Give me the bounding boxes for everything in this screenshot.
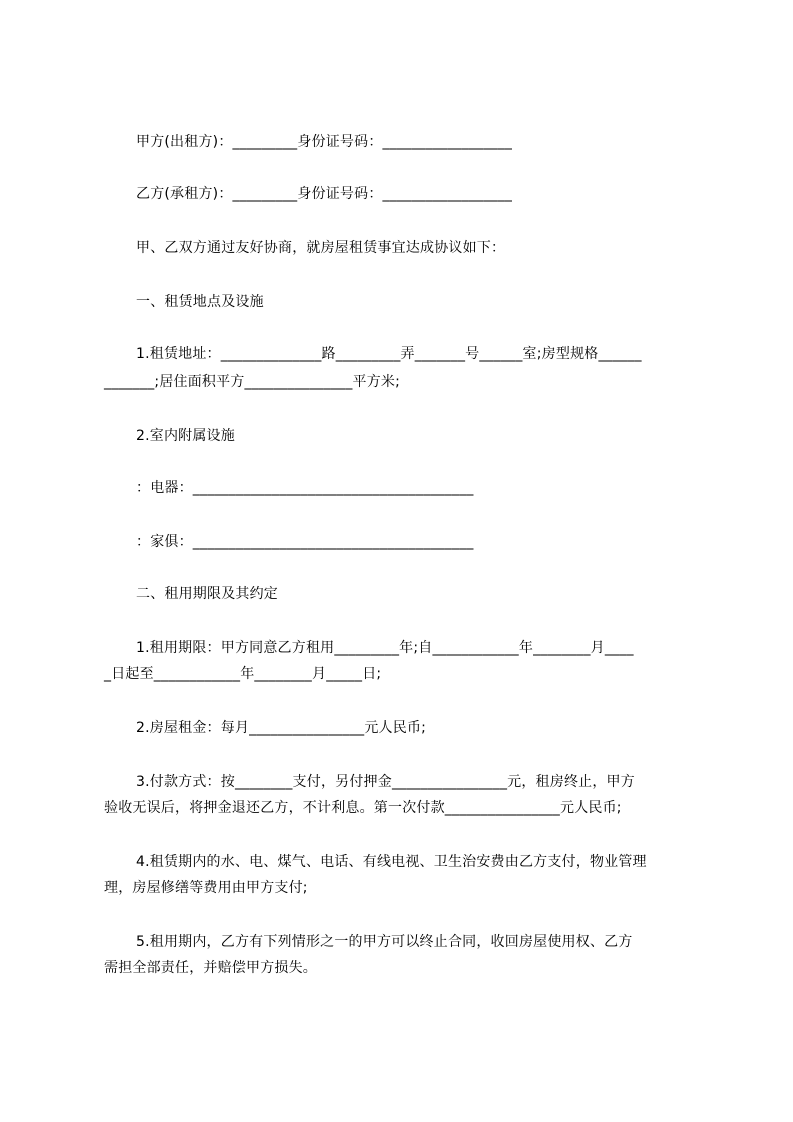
clause-2-4-line-1: 4.租赁期内的水、电、煤气、电话、有线电视、卫生治安费由乙方支付，物业管理	[136, 854, 647, 870]
clause-2-3-line-1: 3.付款方式：按________支付，另付押金________________元，租房终止，甲方	[136, 774, 635, 790]
clause-1-1-line-2: _______;居住面积平方_______________平方米;	[104, 374, 401, 390]
section-1-heading: 一、租赁地点及设施	[136, 294, 264, 310]
clause-1-2: 2.室内附属设施	[136, 428, 235, 444]
agreement-intro: 甲、乙双方通过友好协商，就房屋租赁事宜达成协议如下：	[136, 240, 506, 256]
clause-2-1-line-2: _日起至____________年________月_____日;	[104, 666, 382, 682]
clause-2-5-line-2: 需担全部责任，并赔偿甲方损失。	[104, 960, 317, 976]
clause-2-3-line-2: 验收无误后，将押金退还乙方，不计利息。第一次付款________________元人民币;	[104, 800, 622, 816]
section-2-heading: 二、租用期限及其约定	[136, 586, 278, 602]
party-a-line: 甲方(出租方)：_________身份证号码：__________________	[136, 134, 513, 150]
party-b-line: 乙方(承租方)：_________身份证号码：__________________	[136, 186, 513, 202]
clause-2-4-line-2: 理，房屋修缮等费用由甲方支付;	[104, 880, 308, 896]
clause-2-2: 2.房屋租金：每月________________元人民币;	[136, 720, 427, 736]
clause-1-1-line-1: 1.租赁地址：______________路_________弄_______号______室;房型规格______	[136, 346, 642, 362]
furniture-line: ：家俱：_______________________________________	[136, 534, 474, 550]
clause-2-5-line-1: 5.租用期内，乙方有下列情形之一的甲方可以终止合同，收回房屋使用权、乙方	[136, 934, 633, 950]
appliances-line: ：电器：_______________________________________	[136, 480, 474, 496]
clause-2-1-line-1: 1.租用期限：甲方同意乙方租用_________年;自____________年________月____	[136, 640, 634, 656]
